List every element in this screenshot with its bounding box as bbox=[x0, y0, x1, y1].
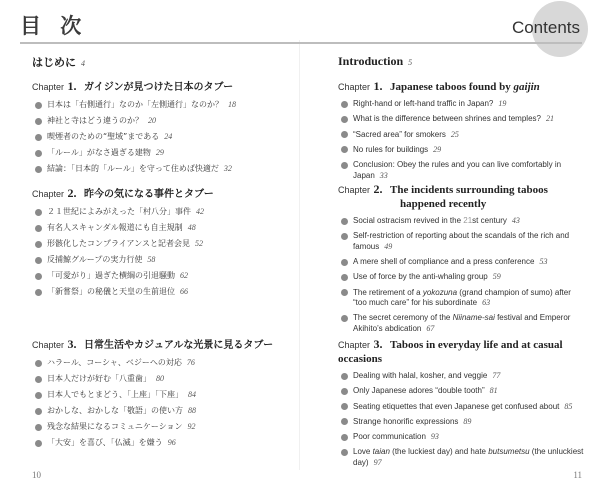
item-text: 「大安」を喜び、「仏滅」を嫌う bbox=[47, 438, 163, 447]
toc-item[interactable] bbox=[32, 148, 288, 159]
chapter-label: Chapter bbox=[32, 189, 65, 199]
page-number: 66 bbox=[180, 287, 188, 296]
bullet-icon bbox=[341, 116, 348, 123]
page-number: 42 bbox=[196, 207, 204, 216]
toc-item[interactable] bbox=[338, 272, 584, 283]
bullet-icon bbox=[35, 225, 42, 232]
bullet-icon bbox=[35, 257, 42, 264]
page-number: 48 bbox=[187, 223, 196, 232]
bullet-icon bbox=[341, 388, 348, 395]
chapter-3-jp-items bbox=[32, 358, 288, 449]
toc-item[interactable] bbox=[338, 386, 584, 397]
toc-item[interactable] bbox=[32, 100, 288, 111]
chapter-heading[interactable] bbox=[338, 337, 584, 366]
bullet-icon bbox=[35, 166, 42, 173]
bullet-icon bbox=[35, 408, 42, 415]
page-number: 24 bbox=[164, 132, 173, 141]
chapter-title: The incidents surrounding taboos bbox=[390, 184, 548, 196]
toc-item[interactable] bbox=[338, 145, 584, 156]
chapter-1-jp bbox=[32, 79, 288, 180]
chapter-heading[interactable] bbox=[338, 79, 584, 94]
item-text: Seating etiquettes that even Japanese get confused about bbox=[353, 401, 560, 411]
toc-item[interactable] bbox=[32, 271, 288, 282]
page-number: 89 bbox=[463, 416, 472, 426]
folio-left: 10 bbox=[32, 470, 41, 480]
toc-item[interactable] bbox=[338, 114, 584, 125]
chapter-number: 2. bbox=[373, 182, 383, 196]
chapter-label: Chapter bbox=[338, 340, 371, 350]
bullet-icon bbox=[341, 418, 348, 425]
chapter-3-en-items bbox=[338, 371, 584, 468]
chapter-label: Chapter bbox=[338, 82, 371, 92]
toc-item[interactable] bbox=[32, 438, 288, 449]
toc-item[interactable] bbox=[32, 132, 288, 143]
item-text: Use of force by the anti-whaling group bbox=[353, 272, 488, 282]
toc-item[interactable] bbox=[338, 402, 584, 413]
page-number: 84 bbox=[188, 390, 196, 399]
item-text: 喫煙者のための“聖域”まである bbox=[47, 132, 160, 141]
bullet-icon bbox=[35, 209, 42, 216]
chapter-1-jp-items bbox=[32, 100, 288, 175]
bullet-icon bbox=[341, 315, 348, 322]
toc-item[interactable] bbox=[338, 257, 584, 268]
item-text: Dealing with halal, kosher, and veggie bbox=[353, 371, 488, 380]
item-text: 日本は「右側通行」なのか「左側通行」なのか？ bbox=[47, 100, 223, 109]
toc-item[interactable] bbox=[338, 432, 584, 443]
chapter-title: 昨今の気になる事件とタブー bbox=[84, 189, 214, 200]
item-text-italic: yokozuna bbox=[422, 287, 458, 297]
item-text-tail: (grand champion of sumo) after “too much care” for his subordinate bbox=[353, 287, 571, 308]
page-number: 81 bbox=[489, 386, 498, 396]
toc-item[interactable] bbox=[32, 164, 288, 175]
page-number: 59 bbox=[492, 272, 501, 282]
bullet-icon bbox=[35, 376, 42, 383]
item-text-italic-2: butsumetsu bbox=[488, 447, 530, 457]
toc-item[interactable] bbox=[338, 288, 584, 309]
chapter-label: Chapter bbox=[32, 82, 65, 92]
item-text: 「新嘗祭」の秘儀と天皇の生前退位 bbox=[47, 287, 175, 296]
toc-item[interactable] bbox=[32, 223, 288, 234]
chapter-heading[interactable] bbox=[32, 79, 288, 95]
chapter-heading[interactable] bbox=[32, 186, 288, 202]
bullet-icon bbox=[35, 440, 42, 447]
item-text: 「ルール」がなさ過ぎる建物 bbox=[47, 148, 151, 157]
page-number: 43 bbox=[511, 216, 520, 225]
page-number: 93 bbox=[430, 432, 439, 442]
chapter-label: Chapter bbox=[32, 340, 65, 350]
item-text: 有名人スキャンダル報道にも自主規制 bbox=[47, 223, 183, 232]
bullet-icon bbox=[341, 233, 348, 240]
bullet-icon bbox=[341, 218, 348, 225]
toc-item[interactable] bbox=[338, 231, 584, 252]
page-number: 19 bbox=[498, 99, 507, 108]
toc-item[interactable] bbox=[32, 207, 288, 218]
page-number: 80 bbox=[156, 374, 164, 383]
toc-item[interactable] bbox=[338, 130, 584, 141]
title-rule-left bbox=[20, 42, 300, 44]
page-number: 77 bbox=[492, 371, 501, 380]
chapter-number: 2. bbox=[67, 186, 77, 200]
chapter-heading[interactable] bbox=[338, 182, 584, 211]
chapter-title-continued: happened recently bbox=[400, 198, 487, 210]
right-page bbox=[300, 0, 600, 498]
item-text-highlight: 21 bbox=[463, 216, 473, 225]
item-text: 日本人だけが好む「八重歯」 bbox=[47, 374, 151, 383]
intro-label: はじめに bbox=[32, 56, 76, 69]
chapter-3-jp bbox=[32, 337, 288, 454]
item-text: 神社と寺はどう違うのか？ bbox=[47, 116, 143, 125]
toc-item[interactable] bbox=[32, 390, 288, 401]
item-text: Self-restriction of reporting about the scandals of the rich and famous bbox=[353, 231, 570, 251]
toc-item[interactable] bbox=[32, 358, 288, 369]
item-text: No rules for buildings bbox=[353, 144, 429, 154]
item-text: 日本人でもとまどう、「上座」「下座」 bbox=[47, 390, 183, 399]
bullet-icon bbox=[35, 134, 42, 141]
chapter-2-jp-items bbox=[32, 207, 288, 298]
bullet-icon bbox=[341, 146, 348, 153]
bullet-icon bbox=[341, 162, 348, 169]
chapter-title: ガイジンが見つけた日本のタブー bbox=[84, 82, 234, 93]
item-text: ２１世紀によみがえった「村八分」事件 bbox=[47, 207, 191, 216]
chapter-number: 1. bbox=[373, 79, 383, 93]
chapter-number: 3. bbox=[67, 337, 77, 351]
item-text-italic: taian bbox=[372, 447, 390, 457]
chapter-number: 1. bbox=[67, 79, 77, 93]
page-number: 63 bbox=[482, 298, 491, 308]
bullet-icon bbox=[341, 289, 348, 296]
chapter-title bbox=[390, 81, 540, 93]
bullet-icon bbox=[341, 274, 348, 281]
item-text: Conclusion: Obey the rules and you can live comfortably in Japan bbox=[353, 160, 562, 180]
item-text-mid: (the luckiest day) and hate bbox=[389, 447, 489, 457]
bullet-icon bbox=[341, 131, 348, 138]
bullet-icon bbox=[341, 259, 348, 266]
bullet-icon bbox=[35, 360, 42, 367]
bullet-icon bbox=[341, 449, 348, 456]
chapter-2-en bbox=[338, 182, 584, 339]
item-text: 反捕鯨グループの実力行使 bbox=[47, 255, 143, 264]
page-number: 49 bbox=[384, 241, 393, 251]
page-number: 20 bbox=[148, 116, 156, 125]
item-text-tail: (the unluckiest day) bbox=[353, 447, 584, 467]
title-rule-right bbox=[300, 42, 582, 44]
toc-item[interactable] bbox=[338, 313, 584, 334]
item-text: Right-hand or left-hand traffic in Japan? bbox=[353, 99, 494, 108]
bullet-icon bbox=[35, 150, 42, 157]
intro-label: Introduction bbox=[338, 54, 404, 68]
item-text: Social ostracism revived in the bbox=[353, 216, 464, 225]
page-number: 76 bbox=[186, 358, 195, 367]
chapter-2-en-items bbox=[338, 216, 584, 334]
page-number: 21 bbox=[545, 114, 554, 124]
toc-item[interactable] bbox=[338, 417, 584, 428]
bullet-icon bbox=[35, 102, 42, 109]
chapter-title-text: Japanese taboos found by bbox=[390, 81, 514, 93]
item-text: The retirement of a bbox=[353, 287, 423, 297]
page-number: 33 bbox=[379, 170, 388, 180]
toc-item[interactable] bbox=[32, 422, 288, 433]
toc-item[interactable] bbox=[338, 99, 584, 110]
page-number: 25 bbox=[450, 129, 459, 139]
bullet-icon bbox=[341, 403, 348, 410]
chapter-title-italic: gaijin bbox=[513, 81, 540, 93]
page-number: 29 bbox=[155, 148, 164, 157]
item-text: The secret ceremony of the bbox=[353, 313, 453, 323]
toc-item[interactable] bbox=[32, 116, 288, 127]
page-number: 62 bbox=[180, 271, 188, 280]
page-title-english: Contents bbox=[511, 18, 580, 37]
intro-entry-en[interactable] bbox=[338, 54, 412, 69]
page-number: 67 bbox=[426, 323, 435, 333]
chapter-2-jp bbox=[32, 186, 288, 303]
chapter-1-en bbox=[338, 79, 584, 186]
item-text: A mere shell of compliance and a press conference bbox=[353, 257, 535, 267]
item-text: 結論：「日本的「ルール」を守って住めば快適だ bbox=[47, 164, 219, 173]
page-number: 5 bbox=[408, 58, 413, 67]
item-text-tail: festival and Emperor Akihito’s abdication bbox=[353, 313, 571, 333]
intro-entry-jp[interactable] bbox=[32, 54, 85, 70]
toc-item[interactable] bbox=[32, 374, 288, 385]
toc-item[interactable] bbox=[338, 447, 584, 468]
item-text: Poor communication bbox=[353, 432, 426, 442]
page-number: 97 bbox=[373, 457, 382, 467]
page-number: 53 bbox=[539, 257, 548, 267]
bullet-icon bbox=[35, 118, 42, 125]
folio-right: 11 bbox=[573, 470, 582, 480]
bullet-icon bbox=[35, 273, 42, 280]
chapter-title: 日常生活やカジュアルな光景に見るタブー bbox=[84, 340, 274, 351]
chapter-1-en-items bbox=[338, 99, 584, 181]
page-number: 85 bbox=[564, 401, 573, 411]
page-number: 32 bbox=[223, 164, 232, 173]
chapter-heading[interactable] bbox=[32, 337, 288, 353]
bullet-icon bbox=[35, 241, 42, 248]
toc-item[interactable] bbox=[32, 406, 288, 417]
item-text: What is the difference between shrines and temples? bbox=[353, 114, 541, 124]
item-text-tail: st century bbox=[472, 216, 507, 225]
item-text: 残念な結果になるコミュニケーション bbox=[47, 422, 183, 431]
chapter-number: 3. bbox=[373, 337, 383, 351]
page-number: 92 bbox=[187, 422, 196, 431]
item-text: “Sacred area” for smokers bbox=[353, 129, 446, 139]
bullet-icon bbox=[35, 289, 42, 296]
toc-item[interactable] bbox=[338, 371, 584, 382]
chapter-title: Taboos in everyday life and at casual occasions bbox=[338, 339, 563, 365]
page-number: 88 bbox=[188, 406, 196, 415]
bullet-icon bbox=[341, 373, 348, 380]
item-text: ハラール、コーシャ、ベジーへの対応 bbox=[47, 358, 182, 367]
toc-item[interactable] bbox=[338, 160, 584, 181]
page-number: 52 bbox=[194, 239, 203, 248]
item-text: Only Japanese adores “double tooth” bbox=[353, 386, 485, 396]
toc-item[interactable] bbox=[338, 216, 584, 227]
chapter-label: Chapter bbox=[338, 185, 371, 195]
toc-item[interactable] bbox=[32, 287, 288, 298]
item-text: 形骸化したコンプライアンスと記者会見 bbox=[47, 239, 190, 248]
page-title-japanese: 目 次 bbox=[20, 14, 88, 38]
page-number: 18 bbox=[228, 100, 236, 109]
page-number: 96 bbox=[167, 438, 176, 447]
toc-item[interactable] bbox=[32, 239, 288, 250]
page-number: 29 bbox=[433, 144, 442, 154]
item-text: Strange honorific expressions bbox=[353, 416, 459, 426]
toc-item[interactable] bbox=[32, 255, 288, 266]
page-number: 4 bbox=[81, 59, 85, 68]
item-text-italic: Niiname-sai bbox=[452, 313, 495, 323]
page-number: 58 bbox=[147, 255, 156, 264]
bullet-icon bbox=[35, 392, 42, 399]
bullet-icon bbox=[341, 101, 348, 108]
bullet-icon bbox=[35, 424, 42, 431]
item-text: 「可愛がり」過ぎた横綱の引退騒動 bbox=[47, 271, 175, 280]
item-text: Love bbox=[353, 447, 373, 457]
item-text: おかしな、おかしな「敬語」の使い方 bbox=[47, 406, 183, 415]
bullet-icon bbox=[341, 434, 348, 441]
chapter-3-en bbox=[338, 337, 584, 473]
